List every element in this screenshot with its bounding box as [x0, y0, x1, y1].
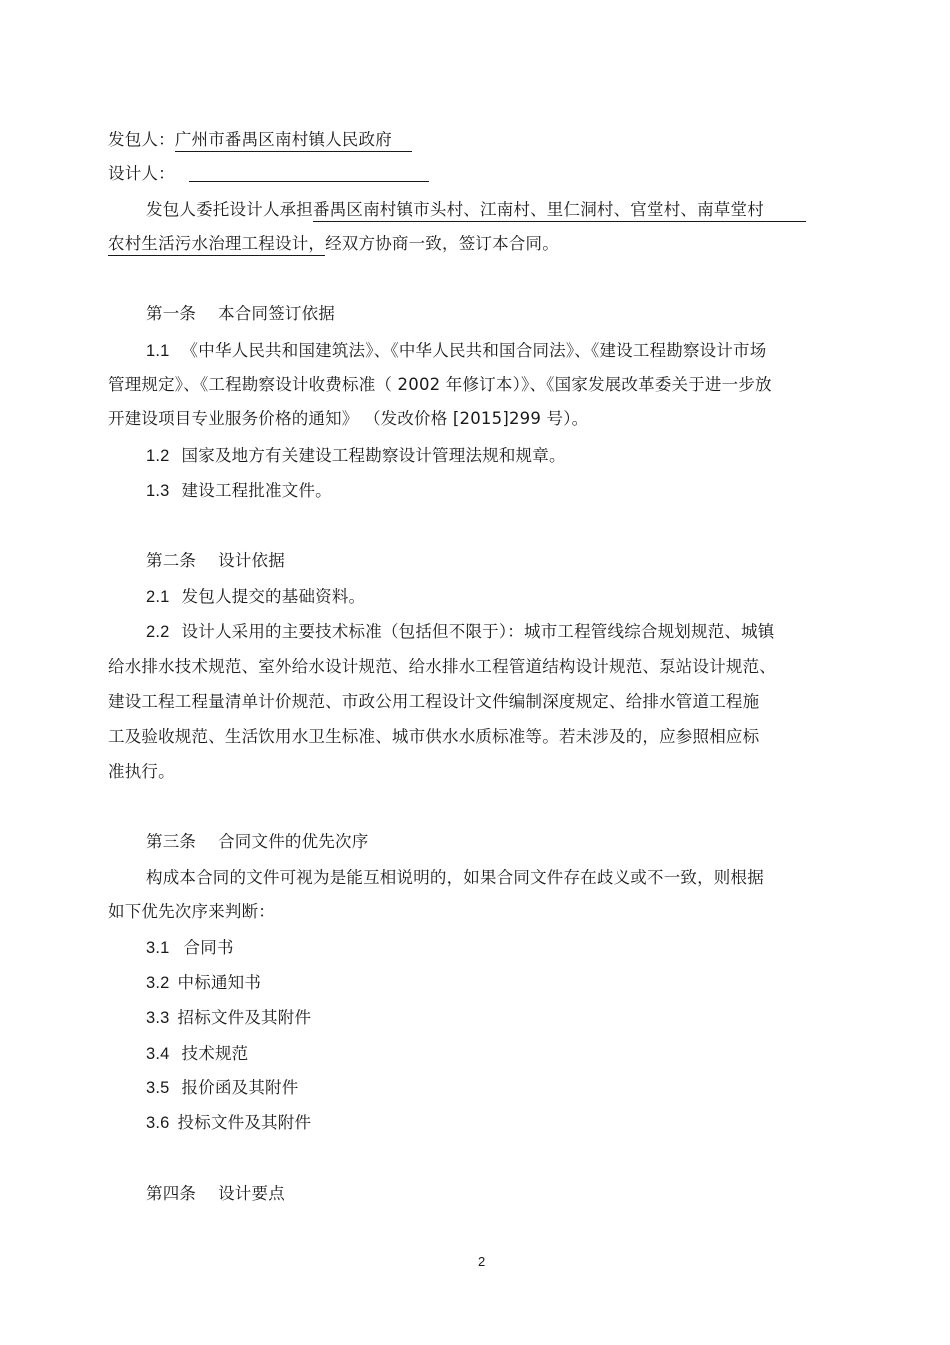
item-number: 3.3 [146, 1009, 170, 1027]
article-2-heading [146, 549, 285, 573]
article-4-heading [146, 1182, 285, 1206]
article-2-number: 第二条 [146, 551, 197, 570]
clause-1-1-line-2: 管理规定》、《工程勘察设计收费标准（ 2002 年修订本）》、《国家发展改革委关于进一步放 [108, 375, 772, 394]
item-text: 投标文件及其附件 [177, 1113, 312, 1132]
clause-1-3-text: 建设工程批准文件。 [181, 481, 332, 500]
intro-project-line1: 番禺区南村镇市头村、江南村、里仁洞村、官堂村、南草堂村 [313, 199, 806, 222]
clause-2-2-text-1: 设计人采用的主要技术标准（包括但不限于）：城市工程管线综合规划规范、城镇 [181, 622, 775, 641]
article-1-title: 本合同签订依据 [218, 304, 336, 323]
clause-1-1-line-1 [146, 339, 766, 363]
designer-line [108, 162, 429, 186]
clause-1-2-number: 1.2 [146, 447, 170, 465]
clause-1-2-text: 国家及地方有关建设工程勘察设计管理法规和规章。 [181, 446, 566, 465]
item-number: 3.4 [146, 1045, 170, 1063]
list-item [146, 1076, 298, 1100]
clause-2-1 [146, 585, 365, 609]
list-item [146, 1042, 248, 1066]
article-3-intro-line-1: 构成本合同的文件可视为是能互相说明的，如果合同文件存在歧义或不一致，则根据 [146, 868, 764, 887]
designer-label: 设计人： [108, 164, 175, 183]
clause-1-3 [146, 479, 332, 503]
article-4-number: 第四条 [146, 1184, 197, 1203]
list-item [146, 971, 261, 995]
clause-2-2-line-4: 工及验收规范、生活饮用水卫生标准、城市供水水质标准等。若未涉及的，应参照相应标 [108, 727, 760, 746]
item-number: 3.1 [146, 939, 170, 957]
item-text: 合同书 [183, 938, 234, 957]
clause-2-2-line-1 [146, 620, 775, 644]
employer-line [108, 128, 412, 152]
intro-project-line2: 农村生活污水治理工程设计， [108, 233, 325, 256]
article-1-heading [146, 302, 335, 326]
list-item [146, 936, 234, 960]
clause-1-1-text-1: 《中华人民共和国建筑法》、《中华人民共和国合同法》、《建设工程勘察设计市场 [181, 341, 767, 360]
article-1-number: 第一条 [146, 304, 197, 323]
article-3-intro-line-2: 如下优先次序来判断： [108, 902, 275, 921]
article-3-number: 第三条 [146, 832, 197, 851]
item-number: 3.5 [146, 1079, 170, 1097]
clause-1-1-line-3: 开建设项目专业服务价格的通知》 （发改价格 [2015]299 号）。 [108, 409, 589, 428]
page-number: 2 [478, 1254, 486, 1269]
list-item [146, 1111, 311, 1135]
item-text: 报价函及其附件 [181, 1078, 299, 1097]
clause-1-2 [146, 444, 566, 468]
clause-2-2-line-5: 准执行。 [108, 762, 175, 781]
article-2-title: 设计依据 [218, 551, 285, 570]
clause-1-3-number: 1.3 [146, 482, 170, 500]
intro-tail: 经双方协商一致，签订本合同。 [325, 234, 559, 253]
item-text: 招标文件及其附件 [177, 1008, 312, 1027]
list-item [146, 1006, 311, 1030]
clause-2-2-number: 2.2 [146, 623, 170, 641]
item-number: 3.6 [146, 1114, 170, 1132]
employer-name: 广州市番禺区南村镇人民政府 [175, 129, 412, 152]
clause-2-2-line-2: 给水排水技术规范、室外给水设计规范、给水排水工程管道结构设计规范、泵站设计规范、 [108, 657, 776, 676]
intro-line-2 [108, 232, 559, 256]
item-number: 3.2 [146, 974, 170, 992]
clause-2-2-line-3: 建设工程工程量清单计价规范、市政公用工程设计文件编制深度规定、给排水管道工程施 [108, 692, 760, 711]
item-text: 中标通知书 [177, 973, 262, 992]
item-text: 技术规范 [181, 1044, 249, 1063]
article-3-title: 合同文件的优先次序 [218, 832, 369, 851]
employer-label: 发包人： [108, 130, 175, 149]
clause-2-1-text: 发包人提交的基础资料。 [181, 587, 366, 606]
designer-name-blank [189, 163, 429, 182]
clause-2-1-number: 2.1 [146, 588, 170, 606]
intro-line-1 [146, 198, 806, 222]
article-4-title: 设计要点 [218, 1184, 285, 1203]
clause-1-1-number: 1.1 [146, 342, 170, 360]
intro-lead: 发包人委托设计人承担 [146, 200, 313, 219]
article-3-heading [146, 830, 368, 854]
